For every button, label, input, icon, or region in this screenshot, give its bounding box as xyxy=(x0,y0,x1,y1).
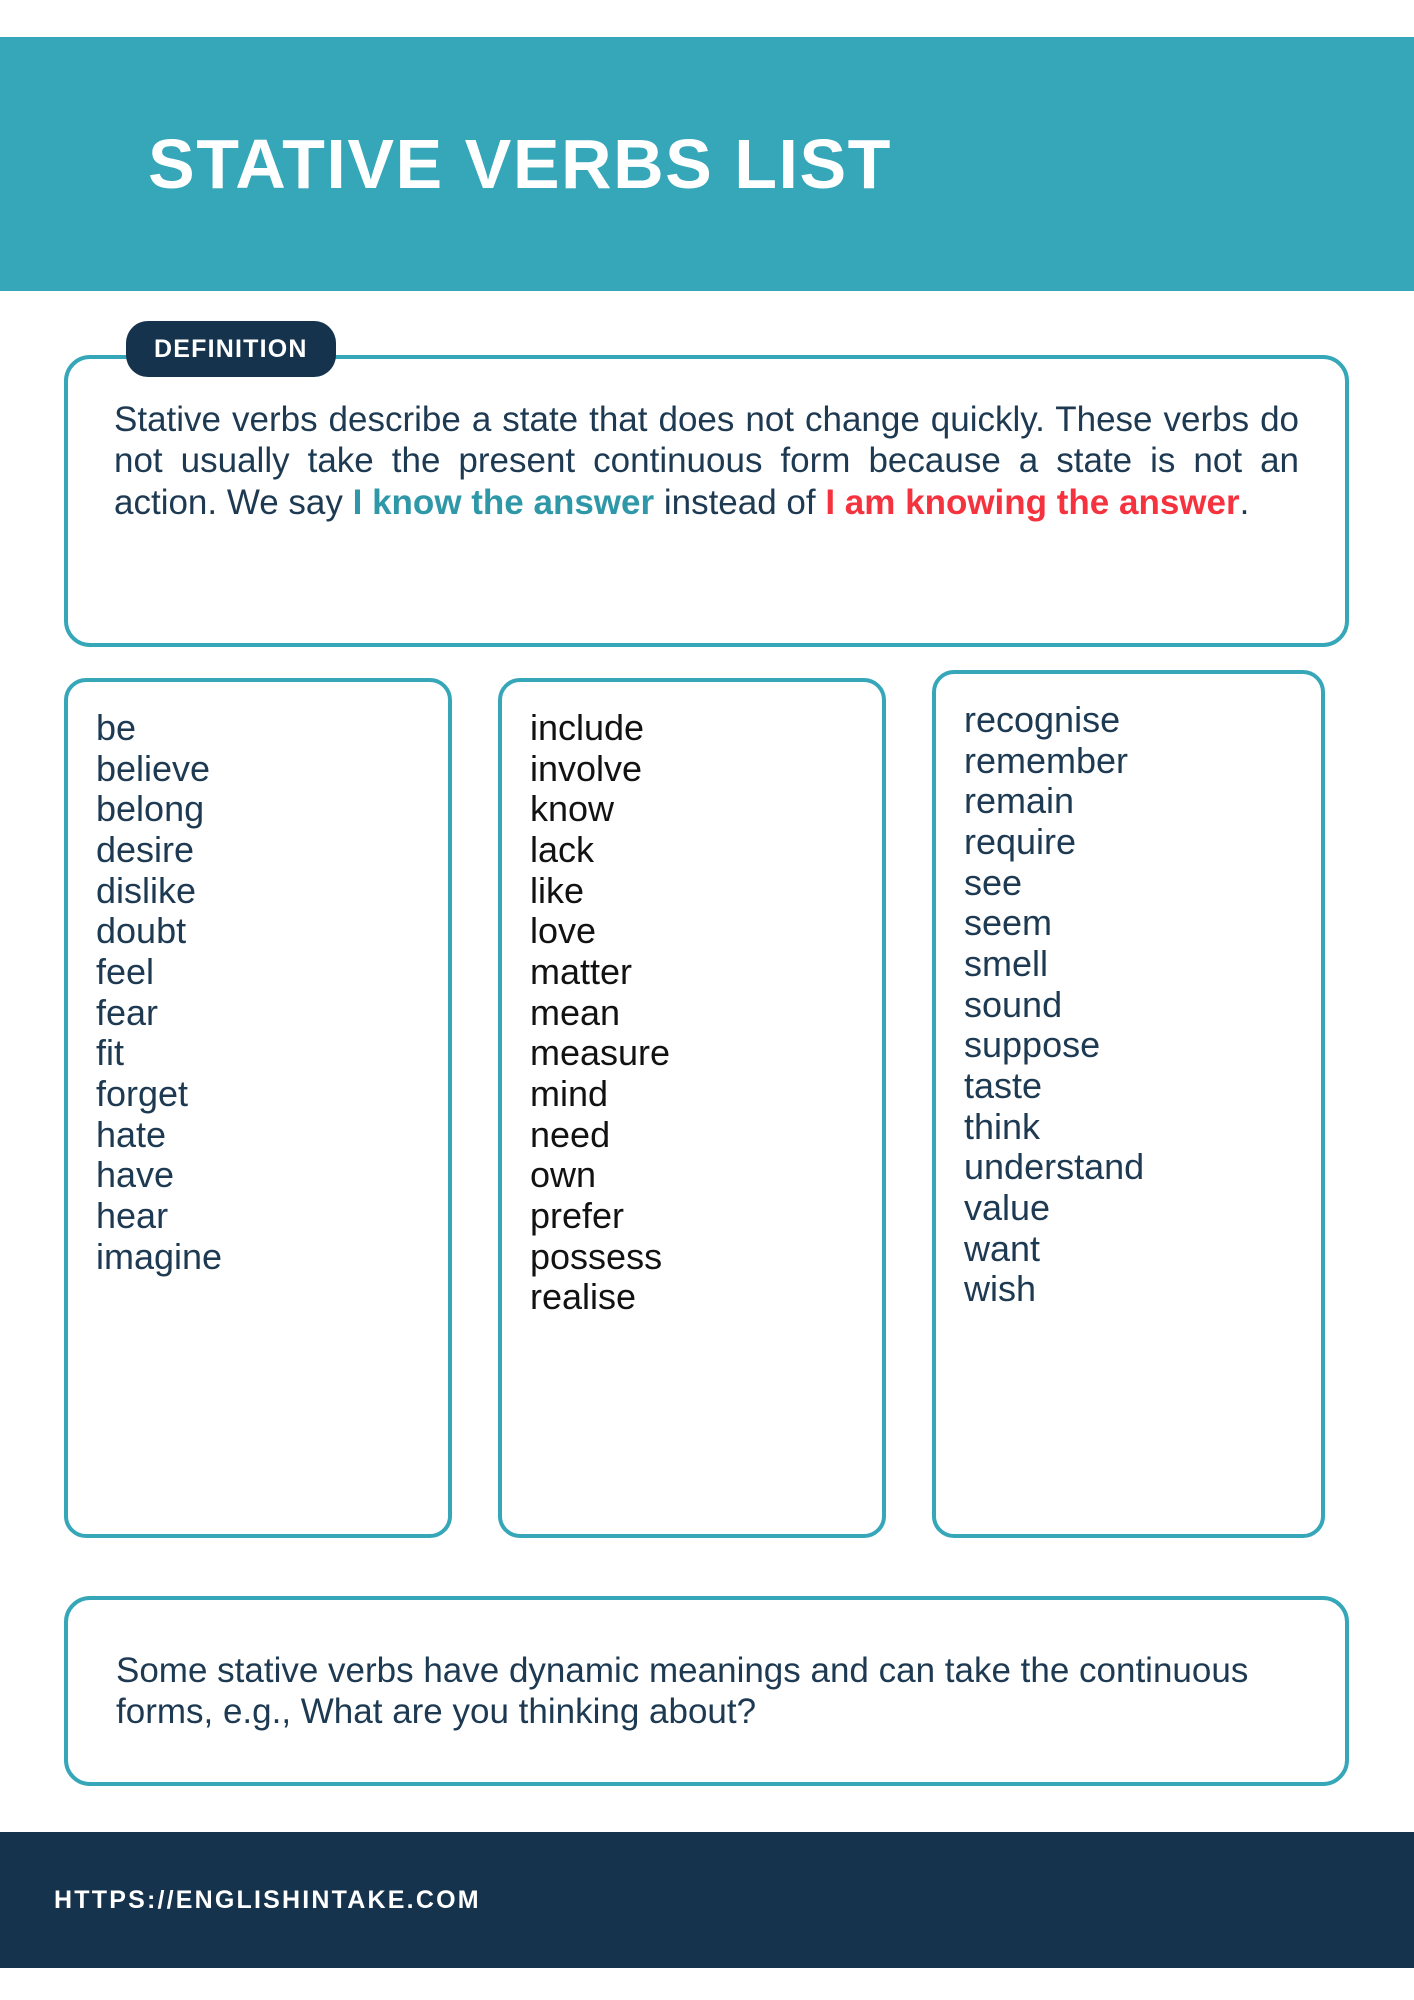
verb-item: see xyxy=(964,861,1023,903)
verb-column-2 xyxy=(498,678,886,1538)
verb-item: need xyxy=(530,1113,611,1155)
footer-banner xyxy=(0,1832,1414,1968)
footer-website-url[interactable]: HTTPS://ENGLISHINTAKE.COM xyxy=(54,1885,481,1914)
definition-box xyxy=(64,355,1349,647)
verb-item: feel xyxy=(96,951,155,993)
verb-item: sound xyxy=(964,983,1063,1025)
verb-item: seem xyxy=(964,902,1053,944)
verb-item: fit xyxy=(96,1032,125,1074)
verb-item: remain xyxy=(964,780,1075,822)
definition-text-lead: Stative verbs describe a state that does not change quickly. These verbs do not usually take the present continuous form because a state is not an action. We say xyxy=(114,400,1299,522)
definition-text-middle: instead of xyxy=(654,482,826,522)
verb-item: include xyxy=(530,707,645,748)
verb-item: dislike xyxy=(96,869,197,911)
verb-item: desire xyxy=(96,829,195,871)
verb-item: realise xyxy=(530,1276,637,1318)
verb-column-3 xyxy=(932,670,1325,1538)
verb-item: mind xyxy=(530,1073,609,1115)
page-title: STATIVE VERBS LIST xyxy=(148,125,892,203)
verb-item: belong xyxy=(96,788,205,830)
verb-item: fear xyxy=(96,991,159,1033)
verb-item: hear xyxy=(96,1195,169,1237)
verb-item: hate xyxy=(96,1113,167,1155)
header-banner xyxy=(0,37,1414,291)
correct-example-text: I know the answer xyxy=(352,482,655,522)
verb-item: doubt xyxy=(96,910,187,952)
verb-item: prefer xyxy=(530,1195,625,1237)
verb-item: taste xyxy=(964,1065,1043,1107)
verb-item: possess xyxy=(530,1235,663,1277)
verb-item: recognise xyxy=(964,699,1121,740)
verb-item: measure xyxy=(530,1032,671,1074)
verb-item: smell xyxy=(964,943,1049,985)
incorrect-example-text: I am knowing the answer xyxy=(825,482,1240,522)
verb-columns-container xyxy=(64,678,1349,1538)
note-text: Some stative verbs have dynamic meanings and can take the continuous forms, e.g., What are you thinking about? xyxy=(116,1650,1249,1731)
verb-item: forget xyxy=(96,1073,189,1115)
verb-item: require xyxy=(964,821,1077,863)
verb-item: involve xyxy=(530,747,643,789)
verb-item: want xyxy=(964,1227,1041,1269)
verb-item: matter xyxy=(530,951,633,993)
verb-item: be xyxy=(96,707,137,748)
verb-item: suppose xyxy=(964,1024,1101,1066)
verb-item: love xyxy=(530,910,597,952)
definition-paragraph xyxy=(114,399,1299,523)
verb-item: remember xyxy=(964,739,1129,781)
verb-item: understand xyxy=(964,1146,1145,1188)
verb-item: value xyxy=(964,1187,1051,1229)
note-box xyxy=(64,1596,1349,1786)
verb-item: wish xyxy=(964,1268,1037,1310)
verb-item: own xyxy=(530,1154,597,1196)
definition-badge: DEFINITION xyxy=(126,321,336,377)
verb-item: imagine xyxy=(96,1235,223,1277)
definition-section xyxy=(64,335,1349,647)
verb-item: have xyxy=(96,1154,175,1196)
verb-item: know xyxy=(530,788,615,830)
verb-item: lack xyxy=(530,829,595,871)
definition-text-end: . xyxy=(1239,482,1250,522)
verb-item: believe xyxy=(96,747,211,789)
verb-item: like xyxy=(530,869,585,911)
verb-item: think xyxy=(964,1105,1041,1147)
verb-column-1 xyxy=(64,678,452,1538)
verb-item: mean xyxy=(530,991,621,1033)
